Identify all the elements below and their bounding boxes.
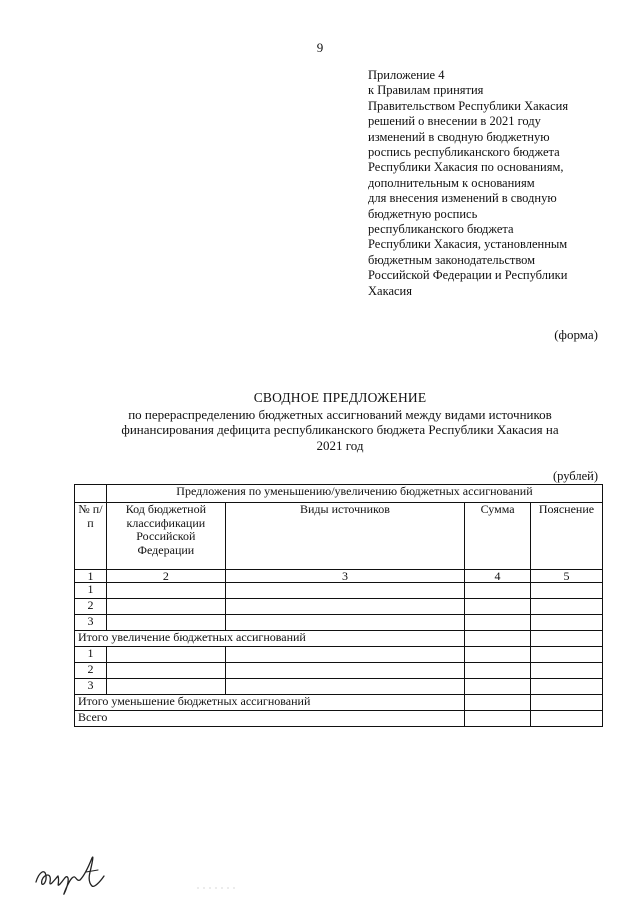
col-header-code: Код бюджетной классификации Российской Федерации — [106, 503, 225, 570]
appendix-line: изменений в сводную бюджетную — [368, 129, 550, 144]
row-number: 1 — [75, 647, 107, 663]
table-cell — [465, 615, 531, 631]
row-number: 3 — [75, 615, 107, 631]
column-number: 1 — [75, 570, 107, 583]
title-line: по перераспределению бюджетных ассигнований между видами источников — [128, 406, 552, 422]
budget-table — [74, 484, 603, 727]
col-header-sources: Виды источников — [225, 503, 464, 570]
table-cell — [531, 599, 603, 615]
total-row — [75, 695, 603, 711]
column-number: 3 — [225, 570, 464, 583]
appendix-line: Республики Хакасия по основаниям, — [368, 160, 564, 175]
group-header: Предложения по уменьшению/увеличению бюджетных ассигнований — [106, 485, 602, 503]
appendix-block — [368, 68, 618, 299]
appendix-line: Хакасия — [368, 283, 412, 298]
appendix-line: Правительством Республики Хакасия — [368, 98, 569, 113]
appendix-line: дополнительным к основаниям — [368, 175, 535, 190]
appendix-line: бюджетным законодательством — [368, 252, 536, 267]
title-line: финансирования дефицита республиканского бюджета Республики Хакасия на — [121, 422, 559, 437]
table-cell — [225, 663, 464, 679]
table-cell — [531, 647, 603, 663]
table-row — [75, 583, 603, 599]
table-cell — [106, 679, 225, 695]
table-cell — [106, 647, 225, 663]
scan-dots — [196, 886, 236, 890]
table-cell — [75, 485, 107, 503]
table-cell — [531, 663, 603, 679]
appendix-line: роспись республиканского бюджета — [368, 145, 560, 160]
title-line: 2021 год — [316, 437, 364, 453]
table-cell — [465, 631, 531, 647]
table-cell — [465, 663, 531, 679]
page-number: 9 — [316, 40, 324, 55]
appendix-line: республиканского бюджета — [368, 222, 514, 237]
table-cell — [225, 599, 464, 615]
table-cell — [106, 615, 225, 631]
table-cell — [531, 679, 603, 695]
appendix-line: решений о внесении в 2021 году — [368, 114, 541, 129]
table-cell — [225, 583, 464, 599]
total-row — [75, 631, 603, 647]
table-cell — [465, 647, 531, 663]
table-cell — [531, 631, 603, 647]
row-number: 1 — [75, 583, 107, 599]
grand-total-label: Всего — [75, 711, 465, 727]
col-header-explanation: Пояснение — [531, 503, 603, 570]
table-cell — [225, 647, 464, 663]
column-number: 5 — [531, 570, 603, 583]
increase-total-label: Итого увеличение бюджетных ассигнований — [75, 631, 465, 647]
table-cell — [465, 711, 531, 727]
document-title — [60, 390, 620, 453]
form-label: (форма) — [554, 327, 598, 342]
appendix-line: Приложение 4 — [368, 68, 445, 82]
appendix-line: для внесения изменений в сводную — [368, 191, 557, 206]
column-number: 2 — [106, 570, 225, 583]
table-cell — [465, 679, 531, 695]
table-cell — [225, 679, 464, 695]
signature — [30, 848, 120, 898]
row-number: 2 — [75, 599, 107, 615]
table-row — [75, 663, 603, 679]
table-row — [75, 647, 603, 663]
table-row — [75, 599, 603, 615]
units-label: (рублей) — [552, 469, 598, 483]
table-header-row — [75, 503, 603, 570]
table-cell — [531, 583, 603, 599]
appendix-line: Республики Хакасия, установленным — [368, 237, 568, 252]
appendix-line: бюджетную роспись — [368, 206, 478, 221]
table-cell — [531, 695, 603, 711]
table-cell — [531, 711, 603, 727]
table-cell — [106, 663, 225, 679]
table-cell — [106, 583, 225, 599]
table-cell — [465, 599, 531, 615]
table-cell — [465, 583, 531, 599]
decrease-total-label: Итого уменьшение бюджетных ассигнований — [75, 695, 465, 711]
appendix-line: к Правилам принятия — [368, 83, 484, 98]
table-group-header-row — [75, 485, 603, 503]
table-row — [75, 679, 603, 695]
table-row — [75, 615, 603, 631]
table-cell — [106, 599, 225, 615]
col-header-number: № п/п — [75, 503, 107, 570]
row-number: 3 — [75, 679, 107, 695]
appendix-line: Российской Федерации и Республики — [368, 268, 568, 283]
table-cell — [531, 615, 603, 631]
column-number: 4 — [465, 570, 531, 583]
row-number: 2 — [75, 663, 107, 679]
column-number-row — [75, 570, 603, 583]
title-main: СВОДНОЕ ПРЕДЛОЖЕНИЕ — [253, 390, 427, 405]
table-cell — [225, 615, 464, 631]
grand-total-row — [75, 711, 603, 727]
col-header-sum: Сумма — [465, 503, 531, 570]
table-cell — [465, 695, 531, 711]
